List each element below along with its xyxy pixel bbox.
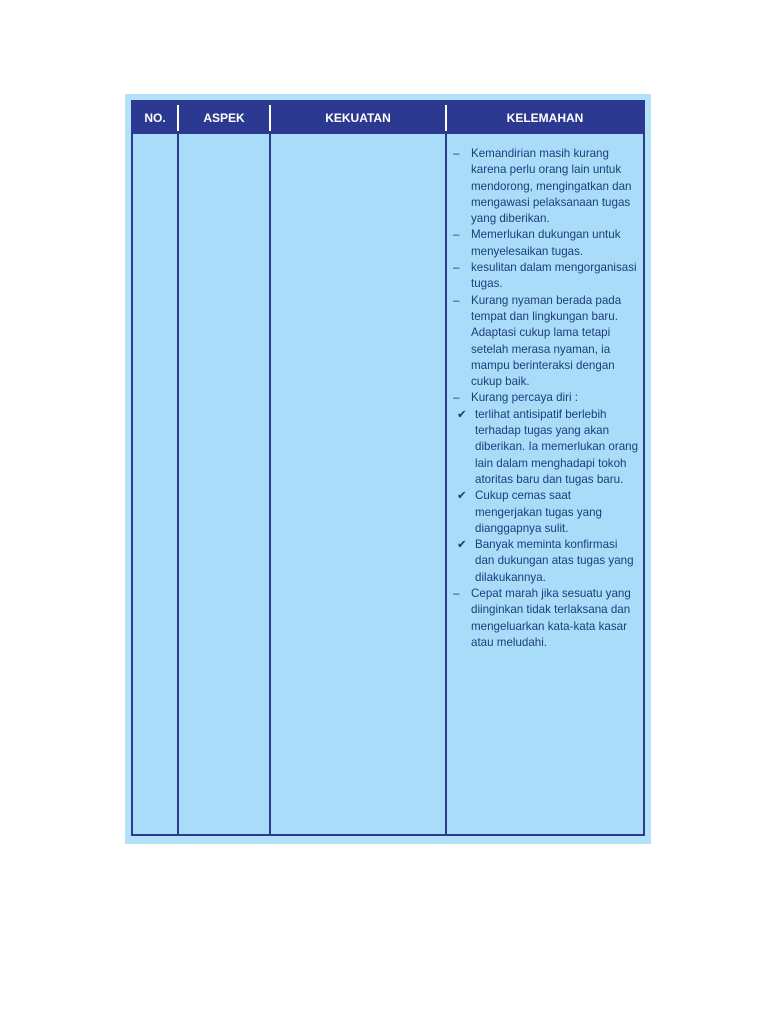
column-divider	[177, 134, 179, 834]
kelemahan-item	[451, 293, 639, 391]
dash-bullet: –	[453, 293, 460, 307]
dash-bullet: –	[453, 391, 460, 405]
kelemahan-item-text: Memerlukan dukungan untuk menyelesaikan tugas.	[471, 228, 621, 258]
checkmark-icon: ✔	[457, 489, 467, 503]
kelemahan-item-text: Kurang percaya diri :	[471, 391, 578, 405]
header-no: NO.	[144, 111, 166, 125]
header-aspek: ASPEK	[203, 111, 245, 125]
kelemahan-item-text: Cepat marah jika sesuatu yang diinginkan tidak terlaksana dan mengeluarkan kata-kata kasar atau meludahi.	[471, 587, 631, 649]
checkmark-icon: ✔	[457, 407, 467, 421]
kelemahan-item-text: kesulitan dalam mengorganisasi tugas.	[471, 261, 637, 291]
kelemahan-cell	[451, 146, 639, 651]
kelemahan-item	[451, 227, 639, 260]
kelemahan-item	[451, 586, 639, 651]
kelemahan-item-text: Kemandirian masih kurang karena perlu orang lain untuk mendorong, mengingatkan dan mengawasi pelaksanaan tugas yang diberikan.	[471, 147, 632, 226]
dash-bullet: –	[453, 261, 460, 275]
kelemahan-subitem-text: Cukup cemas saat mengerjakan tugas yang dianggapnya sulit.	[475, 489, 602, 535]
kelemahan-item	[451, 260, 639, 293]
kelemahan-item	[451, 146, 639, 227]
kelemahan-item-text: Kurang nyaman berada pada tempat dan lingkungan baru. Adaptasi cukup lama tetapi setelah merasa nyaman, ia mampu berinteraksi dengan cukup baik.	[471, 293, 622, 389]
header-kelemahan: KELEMAHAN	[506, 111, 584, 125]
assessment-table	[131, 100, 645, 836]
kelemahan-subitem	[457, 488, 639, 537]
table-frame	[125, 94, 651, 844]
kelemahan-subitem-text: Banyak meminta konfirmasi dan dukungan atas tugas yang dilakukannya.	[475, 538, 634, 584]
kelemahan-subitem-text: terlihat antisipatif berlebih terhadap tugas yang akan diberikan. Ia memerlukan orang lain dalam menghadapi tokoh atoritas baru dan tugas baru.	[475, 407, 639, 486]
dash-bullet: –	[453, 147, 460, 160]
checkmark-icon: ✔	[457, 538, 467, 552]
table-header	[133, 102, 643, 134]
header-kekuatan: KEKUATAN	[325, 111, 391, 125]
dash-bullet: –	[453, 587, 460, 601]
kelemahan-subitem	[457, 407, 639, 488]
dash-bullet: –	[453, 228, 460, 242]
column-divider	[445, 134, 447, 834]
kelemahan-subitem	[457, 537, 639, 586]
kelemahan-item	[451, 390, 639, 406]
column-divider	[269, 134, 271, 834]
